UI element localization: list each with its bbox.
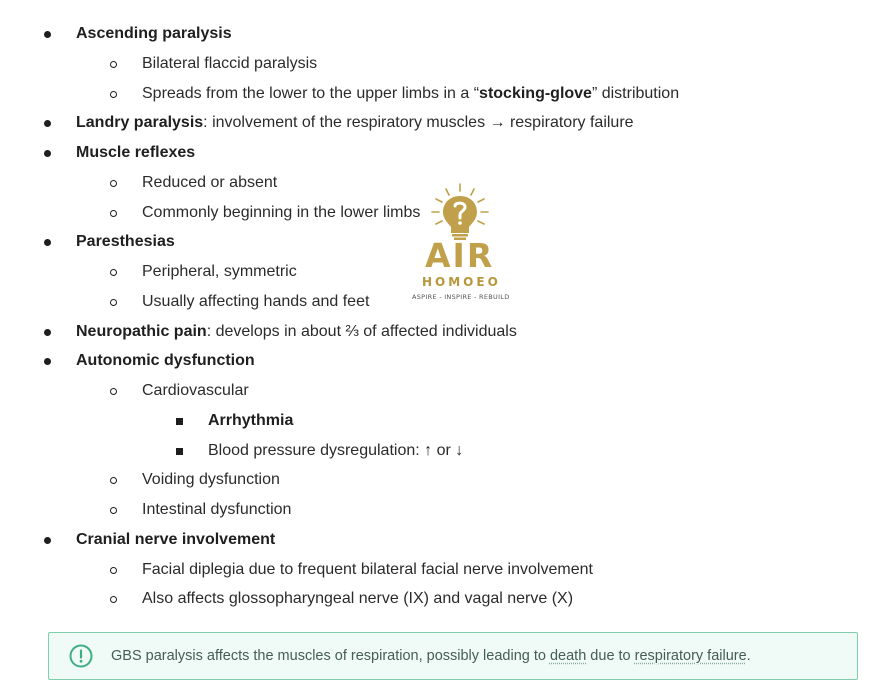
bullet-circle-icon xyxy=(106,172,120,194)
item-text: Voiding dysfunction xyxy=(142,471,280,488)
callout-text-mid: due to xyxy=(586,648,635,664)
bullet-circle-icon xyxy=(106,202,120,224)
list-item-text xyxy=(142,499,291,521)
info-callout xyxy=(48,632,858,680)
list-item-text xyxy=(142,469,280,491)
item-text: Facial diplegia due to frequent bilateral facial nerve involvement xyxy=(142,561,593,578)
bullet-circle-icon xyxy=(106,83,120,105)
list-item-text xyxy=(142,380,249,402)
bullet-square-icon xyxy=(172,440,186,462)
bullet-dot-icon xyxy=(40,112,54,134)
bold-term: Ascending paralysis xyxy=(76,25,232,42)
bullet-circle-icon xyxy=(106,380,120,402)
bullet-circle-icon xyxy=(106,559,120,581)
item-text: Intestinal dysfunction xyxy=(142,501,292,518)
callout-text-before: GBS paralysis affects the muscles of respiration, possibly leading to xyxy=(111,648,550,664)
item-text: Reduced or absent xyxy=(142,174,278,191)
bullet-square-icon xyxy=(172,410,186,432)
bullet-circle-icon xyxy=(106,53,120,75)
bold-term: stocking-glove xyxy=(479,85,592,102)
bullet-dot-icon xyxy=(40,350,54,372)
item-text: Cardiovascular xyxy=(142,382,249,399)
bullet-circle-icon xyxy=(106,499,120,521)
bold-term: Cranial nerve involvement xyxy=(76,531,276,548)
item-text: Commonly beginning in the lower limbs xyxy=(142,204,421,221)
bullet-dot-icon xyxy=(40,231,54,253)
logo-subtitle: HOMOEO xyxy=(422,275,501,289)
list-item-text xyxy=(142,588,573,610)
air-homoeo-watermark xyxy=(408,182,512,306)
list-item-text xyxy=(76,350,255,372)
bullet-dot-icon xyxy=(40,321,54,343)
exclamation-circle-icon xyxy=(69,644,93,668)
list-item-text xyxy=(142,83,679,105)
list-item-text xyxy=(76,142,195,164)
list-item-text xyxy=(76,321,517,343)
list-item-text xyxy=(142,202,420,224)
item-text: Bilateral flaccid paralysis xyxy=(142,55,318,72)
bold-term: Autonomic dysfunction xyxy=(76,352,255,369)
logo-tagline: ASPIRE - INSPIRE - REBUILD xyxy=(412,293,510,301)
bullet-circle-icon xyxy=(106,261,120,283)
bullet-circle-icon xyxy=(106,588,120,610)
callout-text-after: . xyxy=(746,648,751,664)
item-text: : involvement of the respiratory muscles → respiratory failure xyxy=(203,114,634,131)
lightbulb-icon xyxy=(408,182,512,242)
item-text: Spreads from the lower to the upper limbs in a “ xyxy=(142,85,480,102)
bullet-circle-icon xyxy=(106,291,120,313)
logo-name: AIR xyxy=(425,236,495,275)
item-text: ” distribution xyxy=(591,85,680,102)
callout-text xyxy=(111,645,751,667)
list-item-text xyxy=(76,23,232,45)
death-link[interactable]: death xyxy=(549,648,587,664)
respiratory-failure-link[interactable]: respiratory failure xyxy=(634,648,747,664)
bullet-dot-icon xyxy=(40,23,54,45)
list-item-text xyxy=(76,529,275,551)
bold-term: Paresthesias xyxy=(76,233,175,250)
item-text: Blood pressure dysregulation: ↑ or ↓ xyxy=(208,442,464,459)
list-item-text xyxy=(142,559,593,581)
list-item-text xyxy=(142,53,317,75)
item-text: Also affects glossopharyngeal nerve (IX) and vagal nerve (X) xyxy=(142,590,574,607)
item-text: Peripheral, symmetric xyxy=(142,263,297,280)
bullet-circle-icon xyxy=(106,469,120,491)
item-text: Usually affecting hands and feet xyxy=(142,293,370,310)
bullet-dot-icon xyxy=(40,142,54,164)
list-item-text xyxy=(142,291,369,313)
bold-term: Muscle reflexes xyxy=(76,144,196,161)
list-item-text xyxy=(76,231,175,253)
list-item-text xyxy=(208,440,463,462)
bold-term: Landry paralysis xyxy=(76,114,204,131)
list-item-text xyxy=(142,172,277,194)
list-item-text xyxy=(76,112,634,134)
bold-term: Neuropathic pain xyxy=(76,323,207,340)
item-text: : develops in about ⅔ of affected individuals xyxy=(206,323,517,340)
list-item-text xyxy=(142,261,297,283)
bold-term: Arrhythmia xyxy=(208,412,294,429)
bullet-dot-icon xyxy=(40,529,54,551)
list-item-text xyxy=(208,410,293,432)
